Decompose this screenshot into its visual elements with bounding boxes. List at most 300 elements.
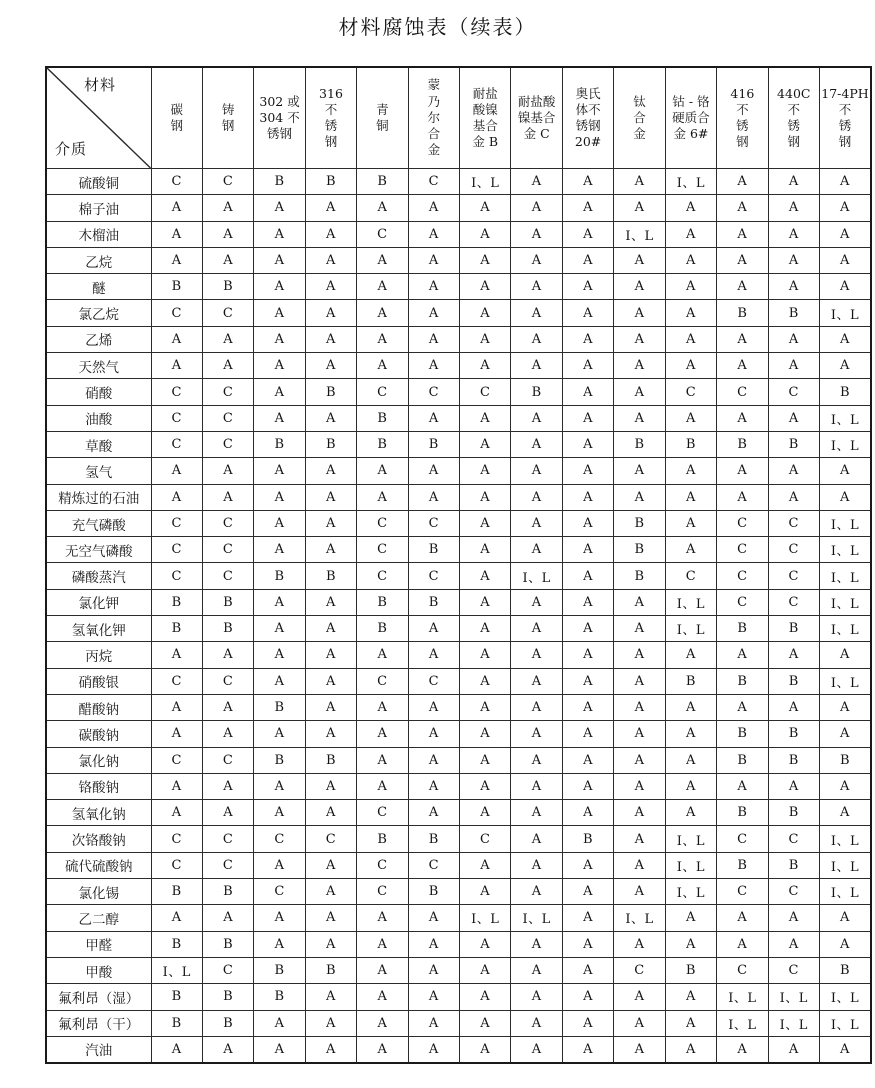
rating-cell: B: [202, 984, 253, 1010]
table-row: [46, 405, 871, 431]
rating-cell: I、L: [768, 984, 819, 1010]
rating-cell: B: [408, 537, 459, 563]
rating-cell: C: [357, 537, 408, 563]
rating-cell: A: [511, 405, 562, 431]
rating-cell: A: [614, 642, 665, 668]
rating-cell: A: [460, 405, 511, 431]
rating-cell: B: [768, 852, 819, 878]
table-row: [46, 852, 871, 878]
rating-cell: A: [511, 221, 562, 247]
row-label: 棉子油: [46, 195, 151, 221]
rating-cell: C: [151, 852, 202, 878]
rating-cell: B: [254, 563, 305, 589]
rating-cell: A: [357, 721, 408, 747]
rating-cell: A: [305, 721, 356, 747]
rating-cell: A: [305, 905, 356, 931]
rating-cell: A: [460, 721, 511, 747]
rating-cell: C: [151, 379, 202, 405]
rating-cell: A: [460, 510, 511, 536]
rating-cell: A: [717, 773, 768, 799]
rating-cell: C: [357, 379, 408, 405]
rating-cell: A: [254, 484, 305, 510]
rating-cell: A: [151, 195, 202, 221]
rating-cell: A: [562, 353, 613, 379]
row-label: 硝酸银: [46, 668, 151, 694]
rating-cell: I、L: [665, 169, 716, 195]
rating-cell: A: [202, 721, 253, 747]
rating-cell: A: [408, 1010, 459, 1036]
rating-cell: A: [511, 300, 562, 326]
rating-cell: A: [254, 852, 305, 878]
row-label: 汽油: [46, 1036, 151, 1062]
rating-cell: I、L: [717, 984, 768, 1010]
table-row: [46, 563, 871, 589]
rating-cell: C: [202, 405, 253, 431]
rating-cell: A: [408, 353, 459, 379]
rating-cell: A: [562, 326, 613, 352]
rating-cell: B: [717, 616, 768, 642]
column-header-7: 耐盐 酸镍 基合 金 B: [460, 67, 511, 169]
rating-cell: A: [511, 274, 562, 300]
rating-cell: A: [819, 905, 871, 931]
rating-cell: C: [717, 879, 768, 905]
rating-cell: A: [717, 353, 768, 379]
rating-cell: C: [151, 826, 202, 852]
rating-cell: I、L: [614, 905, 665, 931]
rating-cell: C: [202, 747, 253, 773]
row-label: 次铬酸钠: [46, 826, 151, 852]
rating-cell: A: [305, 879, 356, 905]
rating-cell: A: [511, 1010, 562, 1036]
column-header-6: 蒙 乃 尔 合 金: [408, 67, 459, 169]
rating-cell: C: [151, 747, 202, 773]
rating-cell: A: [357, 1010, 408, 1036]
rating-cell: C: [202, 379, 253, 405]
rating-cell: B: [408, 589, 459, 615]
rating-cell: A: [614, 274, 665, 300]
rating-cell: A: [614, 931, 665, 957]
rating-cell: I、L: [665, 826, 716, 852]
rating-cell: B: [768, 300, 819, 326]
rating-cell: C: [151, 563, 202, 589]
rating-cell: A: [460, 353, 511, 379]
column-header-12: 416 不 锈 钢: [717, 67, 768, 169]
rating-cell: A: [254, 353, 305, 379]
rating-cell: A: [408, 484, 459, 510]
rating-cell: A: [254, 642, 305, 668]
rating-cell: B: [768, 616, 819, 642]
rating-cell: A: [357, 326, 408, 352]
table-row: [46, 510, 871, 536]
rating-cell: A: [511, 1036, 562, 1062]
table-row: [46, 957, 871, 983]
rating-cell: A: [614, 353, 665, 379]
rating-cell: A: [460, 326, 511, 352]
rating-cell: I、L: [819, 589, 871, 615]
rating-cell: B: [819, 747, 871, 773]
rating-cell: A: [202, 195, 253, 221]
row-label: 氯化钾: [46, 589, 151, 615]
rating-cell: A: [511, 931, 562, 957]
rating-cell: A: [408, 773, 459, 799]
rating-cell: B: [819, 957, 871, 983]
rating-cell: B: [357, 589, 408, 615]
rating-cell: A: [717, 405, 768, 431]
rating-cell: A: [460, 879, 511, 905]
table-row: [46, 668, 871, 694]
rating-cell: A: [511, 353, 562, 379]
rating-cell: A: [511, 773, 562, 799]
rating-cell: A: [614, 405, 665, 431]
column-header-5: 青 铜: [357, 67, 408, 169]
rating-cell: A: [408, 747, 459, 773]
table-row: [46, 326, 871, 352]
rating-cell: A: [357, 458, 408, 484]
rating-cell: C: [357, 879, 408, 905]
rating-cell: A: [768, 905, 819, 931]
rating-cell: C: [202, 668, 253, 694]
rating-cell: B: [665, 668, 716, 694]
rating-cell: A: [665, 984, 716, 1010]
table-row: [46, 300, 871, 326]
rating-cell: A: [202, 1036, 253, 1062]
rating-cell: A: [408, 984, 459, 1010]
rating-cell: C: [305, 826, 356, 852]
row-label: 乙烯: [46, 326, 151, 352]
rating-cell: B: [665, 431, 716, 457]
rating-cell: A: [408, 300, 459, 326]
rating-cell: A: [408, 957, 459, 983]
table-row: [46, 379, 871, 405]
rating-cell: A: [562, 247, 613, 273]
rating-cell: A: [665, 353, 716, 379]
rating-cell: A: [305, 537, 356, 563]
rating-cell: A: [562, 431, 613, 457]
row-label: 氟利昂（湿）: [46, 984, 151, 1010]
rating-cell: A: [614, 247, 665, 273]
row-label: 氟利昂（干）: [46, 1010, 151, 1036]
rating-cell: A: [305, 510, 356, 536]
rating-cell: I、L: [717, 1010, 768, 1036]
rating-cell: A: [408, 931, 459, 957]
row-label: 木榴油: [46, 221, 151, 247]
rating-cell: B: [511, 379, 562, 405]
rating-cell: A: [614, 326, 665, 352]
rating-cell: B: [254, 169, 305, 195]
rating-cell: A: [408, 721, 459, 747]
rating-cell: A: [151, 353, 202, 379]
row-label: 甲醛: [46, 931, 151, 957]
rating-cell: B: [768, 747, 819, 773]
rating-cell: A: [254, 905, 305, 931]
rating-cell: I、L: [819, 563, 871, 589]
rating-cell: A: [819, 458, 871, 484]
rating-cell: A: [511, 721, 562, 747]
rating-cell: A: [357, 694, 408, 720]
row-label: 草酸: [46, 431, 151, 457]
rating-cell: A: [819, 353, 871, 379]
row-label: 氢氧化钾: [46, 616, 151, 642]
rating-cell: C: [357, 563, 408, 589]
rating-cell: C: [717, 510, 768, 536]
rating-cell: B: [717, 431, 768, 457]
rating-cell: A: [614, 694, 665, 720]
rating-cell: B: [357, 616, 408, 642]
rating-cell: A: [562, 274, 613, 300]
rating-cell: B: [151, 616, 202, 642]
rating-cell: A: [460, 984, 511, 1010]
rating-cell: A: [254, 800, 305, 826]
rating-cell: A: [408, 326, 459, 352]
rating-cell: B: [357, 826, 408, 852]
rating-cell: B: [305, 563, 356, 589]
row-label: 碳酸钠: [46, 721, 151, 747]
rating-cell: C: [460, 379, 511, 405]
rating-cell: A: [254, 1010, 305, 1036]
rating-cell: A: [717, 484, 768, 510]
rating-cell: I、L: [819, 300, 871, 326]
rating-cell: A: [460, 773, 511, 799]
rating-cell: A: [305, 274, 356, 300]
rating-cell: A: [717, 221, 768, 247]
table-row: [46, 879, 871, 905]
rating-cell: C: [357, 800, 408, 826]
rating-cell: A: [408, 458, 459, 484]
row-label: 天然气: [46, 353, 151, 379]
rating-cell: A: [768, 195, 819, 221]
rating-cell: A: [254, 379, 305, 405]
rating-cell: A: [768, 642, 819, 668]
rating-cell: C: [202, 300, 253, 326]
rating-cell: A: [562, 1010, 613, 1036]
rating-cell: A: [357, 931, 408, 957]
rating-cell: A: [357, 353, 408, 379]
rating-cell: A: [819, 221, 871, 247]
rating-cell: A: [202, 694, 253, 720]
rating-cell: A: [665, 326, 716, 352]
rating-cell: A: [305, 642, 356, 668]
table-row: [46, 905, 871, 931]
rating-cell: A: [151, 484, 202, 510]
rating-cell: C: [768, 379, 819, 405]
table-row: [46, 642, 871, 668]
rating-cell: A: [408, 694, 459, 720]
rating-cell: A: [511, 510, 562, 536]
rating-cell: B: [768, 431, 819, 457]
rating-cell: B: [768, 721, 819, 747]
rating-cell: I、L: [460, 169, 511, 195]
rating-cell: C: [202, 957, 253, 983]
table-row: [46, 616, 871, 642]
rating-cell: A: [614, 773, 665, 799]
rating-cell: C: [768, 563, 819, 589]
rating-cell: A: [819, 642, 871, 668]
rating-cell: A: [460, 957, 511, 983]
rating-cell: A: [460, 563, 511, 589]
rating-cell: B: [614, 563, 665, 589]
rating-cell: C: [151, 431, 202, 457]
rating-cell: A: [254, 589, 305, 615]
rating-cell: A: [665, 195, 716, 221]
rating-cell: A: [511, 195, 562, 221]
rating-cell: A: [460, 1010, 511, 1036]
rating-cell: A: [665, 931, 716, 957]
rating-cell: A: [357, 773, 408, 799]
rating-cell: A: [511, 800, 562, 826]
rating-cell: A: [511, 484, 562, 510]
rating-cell: C: [202, 431, 253, 457]
rating-cell: A: [408, 616, 459, 642]
rating-cell: A: [460, 247, 511, 273]
rating-cell: A: [562, 905, 613, 931]
rating-cell: A: [254, 616, 305, 642]
rating-cell: A: [614, 300, 665, 326]
rating-cell: B: [717, 668, 768, 694]
rating-cell: A: [665, 773, 716, 799]
rating-cell: A: [460, 484, 511, 510]
rating-cell: A: [768, 694, 819, 720]
rating-cell: A: [768, 931, 819, 957]
rating-cell: A: [665, 405, 716, 431]
rating-cell: C: [151, 300, 202, 326]
rating-cell: A: [254, 458, 305, 484]
table-row: [46, 589, 871, 615]
rating-cell: B: [254, 431, 305, 457]
rating-cell: A: [614, 800, 665, 826]
rating-cell: A: [665, 694, 716, 720]
rating-cell: C: [665, 563, 716, 589]
column-header-14: 17-4PH 不 锈 钢: [819, 67, 871, 169]
rating-cell: A: [305, 589, 356, 615]
table-header: [46, 67, 871, 169]
row-label: 醚: [46, 274, 151, 300]
row-label: 充气磷酸: [46, 510, 151, 536]
rating-cell: B: [357, 405, 408, 431]
header-row: [46, 67, 871, 169]
rating-cell: A: [254, 326, 305, 352]
row-label: 无空气磷酸: [46, 537, 151, 563]
rating-cell: A: [254, 931, 305, 957]
rating-cell: A: [511, 852, 562, 878]
rating-cell: A: [717, 642, 768, 668]
rating-cell: B: [305, 169, 356, 195]
rating-cell: A: [614, 1010, 665, 1036]
rating-cell: A: [511, 431, 562, 457]
rating-cell: A: [614, 484, 665, 510]
rating-cell: A: [562, 405, 613, 431]
rating-cell: B: [305, 957, 356, 983]
corner-label-material: 材料: [84, 76, 117, 94]
rating-cell: C: [151, 405, 202, 431]
rating-cell: A: [562, 879, 613, 905]
row-label: 乙烷: [46, 247, 151, 273]
rating-cell: B: [562, 826, 613, 852]
row-label: 丙烷: [46, 642, 151, 668]
rating-cell: B: [408, 431, 459, 457]
rating-cell: B: [768, 800, 819, 826]
rating-cell: A: [460, 195, 511, 221]
rating-cell: A: [614, 1036, 665, 1062]
rating-cell: A: [202, 326, 253, 352]
rating-cell: A: [305, 484, 356, 510]
rating-cell: B: [151, 984, 202, 1010]
rating-cell: I、L: [819, 431, 871, 457]
rating-cell: B: [305, 431, 356, 457]
rating-cell: C: [665, 379, 716, 405]
rating-cell: A: [562, 379, 613, 405]
column-header-2: 铸 钢: [202, 67, 253, 169]
rating-cell: I、L: [665, 589, 716, 615]
rating-cell: I、L: [819, 984, 871, 1010]
rating-cell: A: [511, 247, 562, 273]
rating-cell: A: [562, 694, 613, 720]
rating-cell: A: [254, 668, 305, 694]
rating-cell: A: [562, 800, 613, 826]
rating-cell: B: [202, 589, 253, 615]
rating-cell: A: [819, 484, 871, 510]
rating-cell: I、L: [819, 537, 871, 563]
rating-cell: C: [357, 668, 408, 694]
column-header-4: 316 不 锈 钢: [305, 67, 356, 169]
rating-cell: A: [305, 247, 356, 273]
rating-cell: A: [562, 537, 613, 563]
table-row: [46, 195, 871, 221]
rating-cell: A: [460, 642, 511, 668]
rating-cell: A: [305, 984, 356, 1010]
rating-cell: C: [717, 957, 768, 983]
row-label: 氯化锡: [46, 879, 151, 905]
rating-cell: A: [768, 274, 819, 300]
rating-cell: C: [408, 668, 459, 694]
rating-cell: C: [202, 852, 253, 878]
rating-cell: A: [819, 247, 871, 273]
rating-cell: C: [408, 852, 459, 878]
rating-cell: I、L: [819, 405, 871, 431]
rating-cell: A: [305, 353, 356, 379]
rating-cell: B: [151, 931, 202, 957]
rating-cell: A: [202, 353, 253, 379]
rating-cell: C: [202, 169, 253, 195]
rating-cell: B: [202, 1010, 253, 1036]
rating-cell: A: [562, 563, 613, 589]
rating-cell: A: [357, 274, 408, 300]
rating-cell: C: [717, 537, 768, 563]
rating-cell: A: [562, 1036, 613, 1062]
rating-cell: A: [151, 721, 202, 747]
table-row: [46, 353, 871, 379]
rating-cell: A: [305, 852, 356, 878]
rating-cell: C: [408, 169, 459, 195]
rating-cell: A: [819, 694, 871, 720]
rating-cell: A: [202, 458, 253, 484]
rating-cell: A: [768, 484, 819, 510]
rating-cell: I、L: [768, 1010, 819, 1036]
rating-cell: A: [460, 852, 511, 878]
rating-cell: B: [357, 431, 408, 457]
rating-cell: A: [511, 169, 562, 195]
rating-cell: A: [305, 326, 356, 352]
rating-cell: I、L: [819, 510, 871, 536]
rating-cell: C: [408, 563, 459, 589]
rating-cell: A: [460, 616, 511, 642]
rating-cell: B: [305, 747, 356, 773]
table-row: [46, 800, 871, 826]
rating-cell: A: [460, 458, 511, 484]
rating-cell: A: [408, 195, 459, 221]
row-label: 乙二醇: [46, 905, 151, 931]
rating-cell: A: [151, 642, 202, 668]
table-row: [46, 747, 871, 773]
